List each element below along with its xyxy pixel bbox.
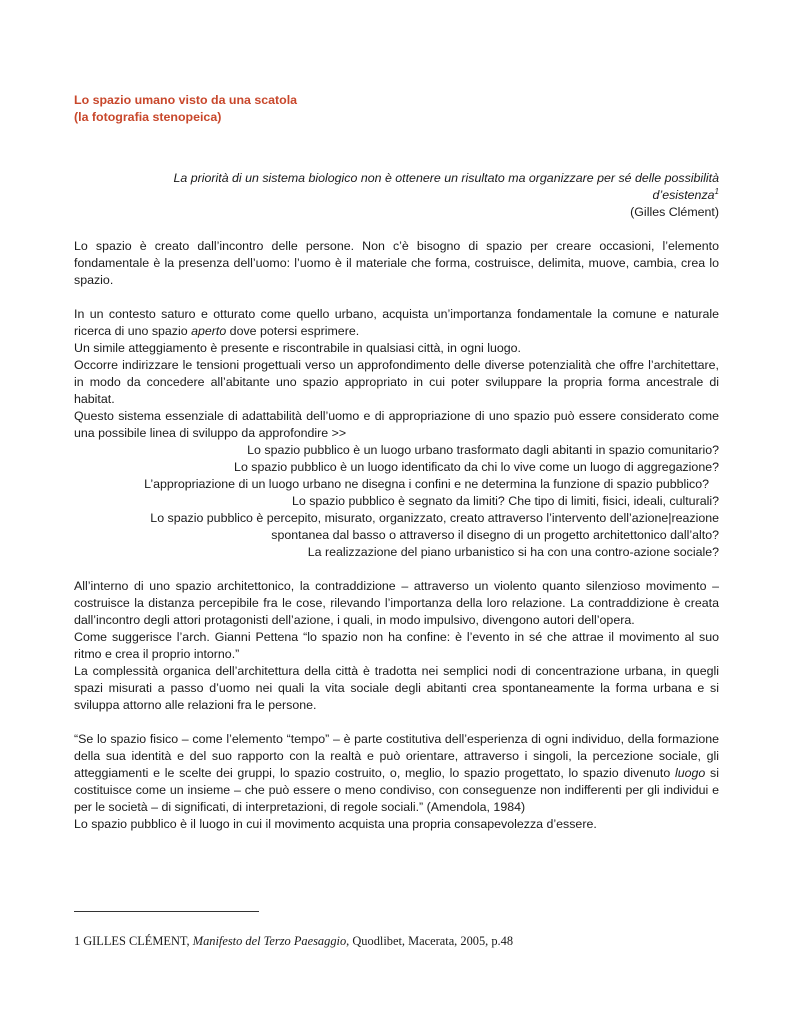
epigraph-author: (Gilles Clément): [630, 205, 719, 219]
paragraph-adaptability: Questo sistema essenziale di adattabilità dell’uomo e di appropriazione di uno spazio può essere considerato come una possibile linea di sviluppo da approfondire >>: [74, 409, 719, 440]
paragraph-amendola-quote: [74, 731, 719, 816]
footnote: [74, 934, 513, 949]
epigraph-text: d’esistenza: [652, 188, 715, 202]
paragraph-attitude: Un simile atteggiamento è presente e riscontrabile in qualsiasi città, in ogni luogo.: [74, 341, 522, 355]
paragraph-text: In un contesto saturo e otturato come quello urbano, acquista un’importanza fondamentale la comune e naturale ricerca di uno spazio: [74, 307, 719, 338]
question-line: L’appropriazione di un luogo urbano ne disegna i confini e ne determina la funzione di spazio pubblico?: [144, 477, 709, 491]
paragraph-text: “Se lo spazio fisico – come l’elemento “tempo” – è parte costitutiva dell’esperienza di ogni individuo, della formazione della sua identità e del suo rapporto con la realtà e può orientare, attraverso i singoli, la percezione sociale, gli atteggiamenti e le scelte dei gruppi, lo spazio costruito, o, meglio, lo spazio progettato, lo spazio divenuto: [74, 732, 719, 780]
question-line: Lo spazio pubblico è un luogo identificato da chi lo vive come un luogo di aggregazione?: [234, 460, 719, 474]
paragraph-text: dove potersi esprimere.: [226, 324, 360, 338]
paragraph-design-tensions: Occorre indirizzare le tensioni progettuali verso un approfondimento delle diverse potenzialità che offre l’architettare, in modo da concedere all’abitante uno spazio appropriato in cui poter sviluppare la propria forma ancestrale di habitat.: [74, 358, 719, 406]
document-title-line-2: (la fotografia stenopeica): [74, 110, 222, 124]
epigraph-line-1: La priorità di un sistema biologico non è ottenere un risultato ma organizzare per sé delle possibilità: [173, 171, 719, 185]
footnote-author: GILLES CLÉMENT,: [83, 934, 193, 948]
paragraph-text: si costituisce come un insieme – che può essere o meno condiviso, con conseguenze non indifferenti per gli individui e per le società – di significati, di interpretazioni, di regole sociali.” (Amendola, 1984): [74, 766, 719, 814]
emphasis-text: luogo: [674, 766, 706, 780]
epigraph-line-2: [74, 187, 719, 204]
question-line: Lo spazio pubblico è segnato da limiti? Che tipo di limiti, fisici, ideali, culturali?: [291, 494, 719, 508]
footnote-number: 1: [74, 934, 81, 948]
paragraph-urban-context: [74, 306, 719, 340]
footnote-divider: [74, 911, 259, 912]
question-line: spontanea dal basso o attraverso il disegno di un progetto architettonico dall’alto?: [271, 528, 719, 542]
document-page: [74, 92, 719, 833]
paragraph-intro: Lo spazio è creato dall’incontro delle persone. Non c’è bisogno di spazio per creare occasioni, l’elemento fondamentale è la presenza dell’uomo: l’uomo è il materiale che forma, costruisce, delimita, muove, cambia, crea lo spazio.: [74, 239, 719, 287]
paragraph-pettena-quote: Come suggerisce l’arch. Gianni Pettena “lo spazio non ha confine: è l’evento in sé che attrae il movimento al suo ritmo e crea il proprio intorno.”: [74, 630, 719, 661]
paragraph-closing: Lo spazio pubblico è il luogo in cui il movimento acquista una propria consapevolezza d’essere.: [74, 817, 597, 831]
question-line: Lo spazio pubblico è un luogo urbano trasformato dagli abitanti in spazio comunitario?: [247, 443, 719, 457]
document-title-line-1: Lo spazio umano visto da una scatola: [74, 93, 298, 107]
paragraph-contradiction: All’interno di uno spazio architettonico, la contraddizione – attraverso un violento quanto silenzioso movimento – costruisce la distanza percepibile fra le cose, rilevando l’importanza della loro relazione. La contraddizione è creata dall’incontro degli attori protagonisti dell’azione, i quali, in modo impulsivo, divengono autori dell’opera.: [74, 579, 719, 627]
question-line: Lo spazio pubblico è percepito, misurato, organizzato, creato attraverso l’intervento dell’azione|reazione: [150, 511, 719, 525]
footnote-publisher: , Quodlibet, Macerata, 2005, p.48: [346, 934, 514, 948]
paragraph-organic-complexity: La complessità organica dell’architettura della città è tradotta nei semplici nodi di concentrazione urbana, in quegli spazi misurati a passo d’uomo nei quali la vita sociale degli abitanti crea spontaneamente la forma urbana e si sviluppa attorno alle relazioni fra le persone.: [74, 664, 719, 712]
emphasis-text: aperto: [191, 324, 227, 338]
footnote-reference[interactable]: 1: [714, 186, 719, 196]
question-line: La realizzazione del piano urbanistico si ha con una contro-azione sociale?: [307, 545, 719, 559]
footnote-book-title: Manifesto del Terzo Paesaggio: [192, 934, 347, 948]
